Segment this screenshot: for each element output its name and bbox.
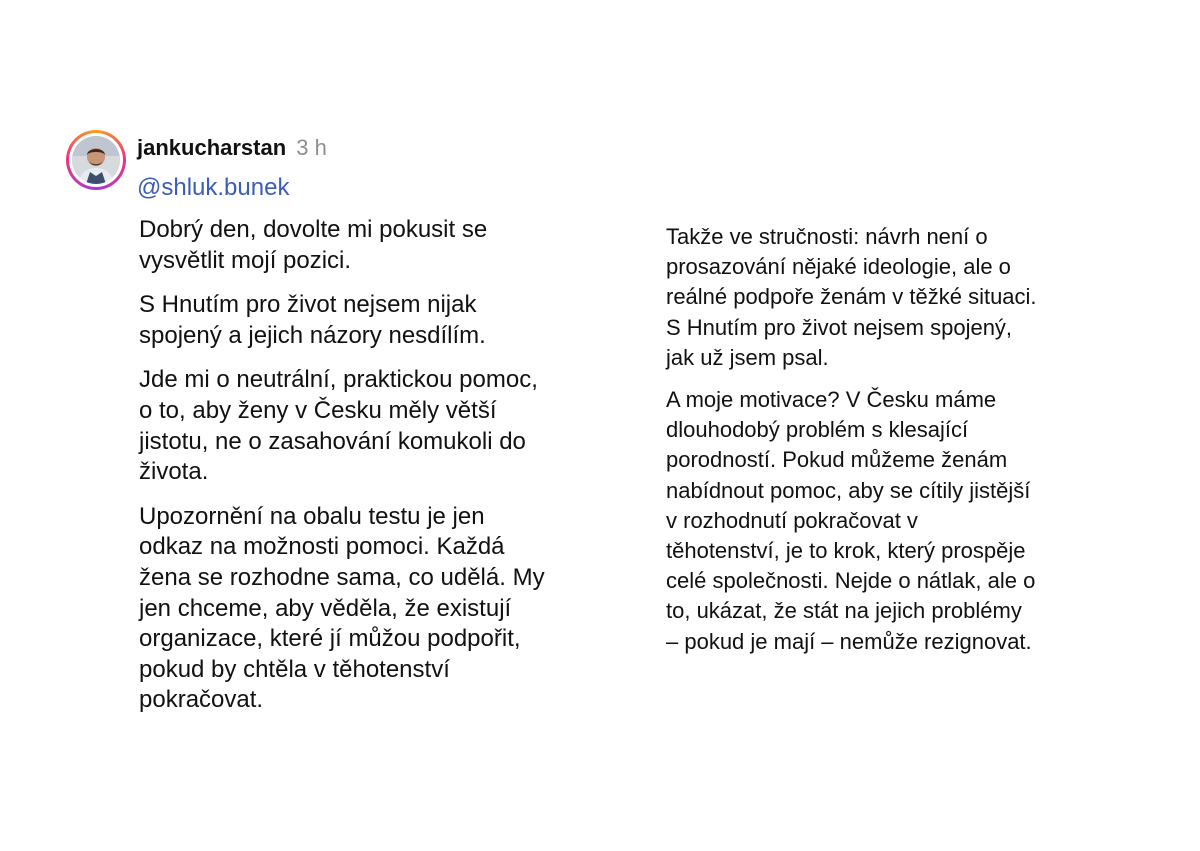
avatar[interactable] [72, 136, 120, 184]
text-line: v rozhodnutí pokračovat v [666, 507, 918, 533]
text-line: pokračovat. [139, 686, 264, 714]
text-line: to, ukázat, že stát na jejich problémy [666, 598, 1022, 624]
paragraph-motivation [666, 385, 1166, 657]
text-line: Upozornění na obalu testu je jen [139, 502, 485, 530]
avatar-frame [69, 133, 123, 187]
paragraph-goal [139, 365, 659, 487]
text-line: pokud by chtěla v těhotenství [139, 655, 450, 683]
paragraph-packaging-notice [139, 502, 659, 716]
text-line: žena se rozhodne sama, co udělá. My [139, 563, 545, 591]
comment-timestamp: 3 h [296, 135, 327, 160]
text-line: spojený a jejich názory nesdílím. [139, 321, 486, 349]
text-line: jistotu, ne o zasahování komukoli do [139, 427, 526, 455]
text-line: Dobrý den, dovolte mi pokusit se [139, 216, 488, 243]
text-line: A moje motivace? V Česku máme [666, 387, 997, 413]
text-line: jen chceme, aby věděla, že existují [139, 594, 512, 622]
text-line: – pokud je mají – nemůže rezignovat. [666, 628, 1032, 654]
mention-link[interactable]: @shluk.bunek [137, 174, 290, 201]
avatar-story-ring[interactable] [66, 130, 126, 190]
text-line: porodností. Pokud můžeme ženám [666, 447, 1008, 473]
text-line: organizace, které jí můžou podpořit, [139, 625, 521, 653]
text-line: vysvětlit mojí pozici. [139, 246, 352, 274]
text-line: Takže ve stručnosti: návrh není o [666, 224, 988, 249]
text-line: S Hnutím pro život nejsem nijak [139, 291, 477, 319]
text-line: prosazování nějaké ideologie, ale o [666, 254, 1011, 280]
user-avatar-icon [72, 136, 120, 184]
text-line: jak už jsem psal. [666, 344, 829, 370]
paragraph-summary [666, 222, 1166, 373]
text-line: S Hnutím pro život nejsem spojený, [666, 314, 1013, 340]
username-link[interactable]: jankucharstan [137, 135, 287, 160]
text-line: těhotenství, je to krok, který prospěje [666, 538, 1026, 564]
text-line: dlouhodobý problém s klesající [666, 417, 969, 443]
text-line: celé společnosti. Nejde o nátlak, ale o [666, 568, 1036, 594]
comment-body-left-column [139, 215, 659, 730]
text-line: života. [139, 458, 209, 486]
text-line: reálné podpoře ženám v těžké situaci. [666, 284, 1037, 310]
text-line: odkaz na možnosti pomoci. Každá [139, 533, 505, 561]
text-line: nabídnout pomoc, aby se cítily jistější [666, 477, 1031, 503]
paragraph-affiliation [139, 290, 659, 351]
comment-body-right-column [666, 222, 1166, 669]
text-line: o to, aby ženy v Česku měly větší [139, 396, 497, 424]
text-line: Jde mi o neutrální, praktickou pomoc, [139, 366, 538, 394]
comment-header [137, 133, 327, 163]
paragraph-greeting [139, 215, 659, 276]
